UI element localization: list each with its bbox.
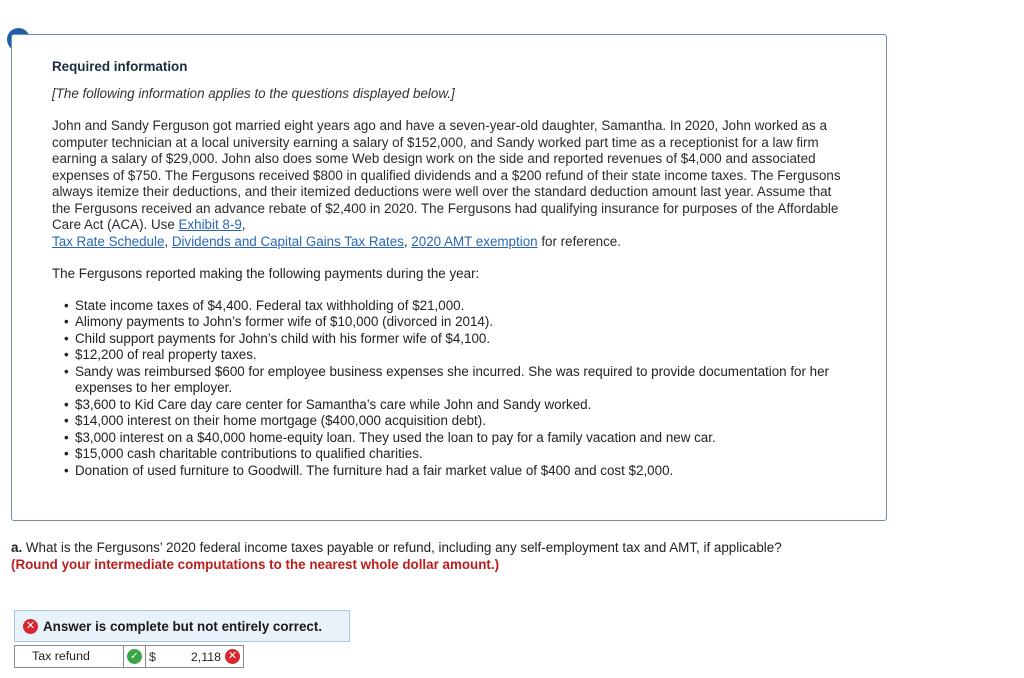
incorrect-value-icon: ✕ [225, 649, 240, 664]
answer-label-status [123, 645, 145, 668]
answer-row [14, 645, 244, 668]
incorrect-icon: ✕ [23, 619, 38, 634]
answer-value: 2,118 [190, 649, 221, 664]
list-item: • State income taxes of $4,400. Federal tax withholding of $21,000. [64, 298, 846, 315]
list-item: • $14,000 interest on their home mortgage ($400,000 acquisition debt). [64, 413, 846, 430]
dividends-capital-gains-link[interactable]: Dividends and Capital Gains Tax Rates [171, 233, 404, 249]
exhibit-8-9-link[interactable]: Exhibit 8-9 [178, 217, 242, 232]
tax-rate-schedule-link[interactable]: Tax Rate Schedule [52, 233, 165, 249]
info-title: Required information [52, 59, 188, 74]
list-item: • $3,000 interest on a $40,000 home-equity loan. They used the loan to pay for a family vacation and new car. [64, 430, 846, 447]
list-item: • Alimony payments to John’s former wife of $10,000 (divorced in 2014). [64, 314, 846, 331]
scenario-text: John and Sandy Ferguson got married eight years ago and have a seven-year-old daughter, Samantha. In 2020, John worked as a computer technician at a local university earning a salary of $152,000, and Sandy worked part time as a receptionist for a law firm earning a salary of $29,000. John also does some Web design work on the side and reported revenues of $4,000 and associated expenses of $750. The Fergusons received $800 in qualified dividends and a $200 refund of their state income taxes. The Fergusons always itemize their deductions, and their itemized deductions were well over the standard deduction amount last year. Assume that the Fergusons received an advance rebate of $2,400 in 2020. The Fergusons had qualifying insurance for purposes of the Affordable Care Act (ACA). Use [52, 118, 841, 232]
list-item: • Sandy was reimbursed $600 for employee business expenses she incurred. She was required to provide documentation for her expenses to her employer. [64, 364, 846, 397]
question-part-label: a. [11, 540, 23, 555]
separator: , [403, 233, 412, 249]
question-text: What is the Fergusons’ 2020 federal income taxes payable or refund, including any self-employment tax and AMT, if applicable? [22, 540, 782, 555]
payments-list [52, 298, 846, 480]
required-information-panel [11, 34, 887, 521]
list-item: • $15,000 cash charitable contributions to qualified charities. [64, 446, 846, 463]
list-item: • $12,200 of real property taxes. [64, 347, 846, 364]
list-item: • Donation of used furniture to Goodwill. The furniture had a fair market value of $400 and cost $2,000. [64, 463, 846, 480]
scenario-suffix: for reference. [537, 233, 621, 249]
amt-exemption-link[interactable]: 2020 AMT exemption [411, 233, 538, 249]
list-item: • Child support payments for John’s child with his former wife of $4,100. [64, 331, 846, 348]
info-intro: [The following information applies to the questions displayed below.] [52, 85, 455, 101]
separator: , [164, 233, 172, 249]
separator: , [241, 217, 246, 232]
scenario-paragraph [52, 118, 846, 250]
rounding-note: (Round your intermediate computations to the nearest whole dollar amount.) [11, 557, 500, 572]
answer-status-text: Answer is complete but not entirely correct. [43, 618, 323, 634]
question [11, 539, 1001, 573]
answer-label: Tax refund [14, 645, 123, 668]
answer-status-banner [14, 610, 350, 642]
list-item: • $3,600 to Kid Care day care center for Samantha’s care while John and Sandy worked. [64, 397, 846, 414]
correct-check-icon: ✓ [127, 649, 142, 664]
currency-symbol: $ [149, 649, 156, 664]
answer-input[interactable] [145, 645, 244, 668]
payments-intro: The Fergusons reported making the following payments during the year: [52, 266, 480, 281]
